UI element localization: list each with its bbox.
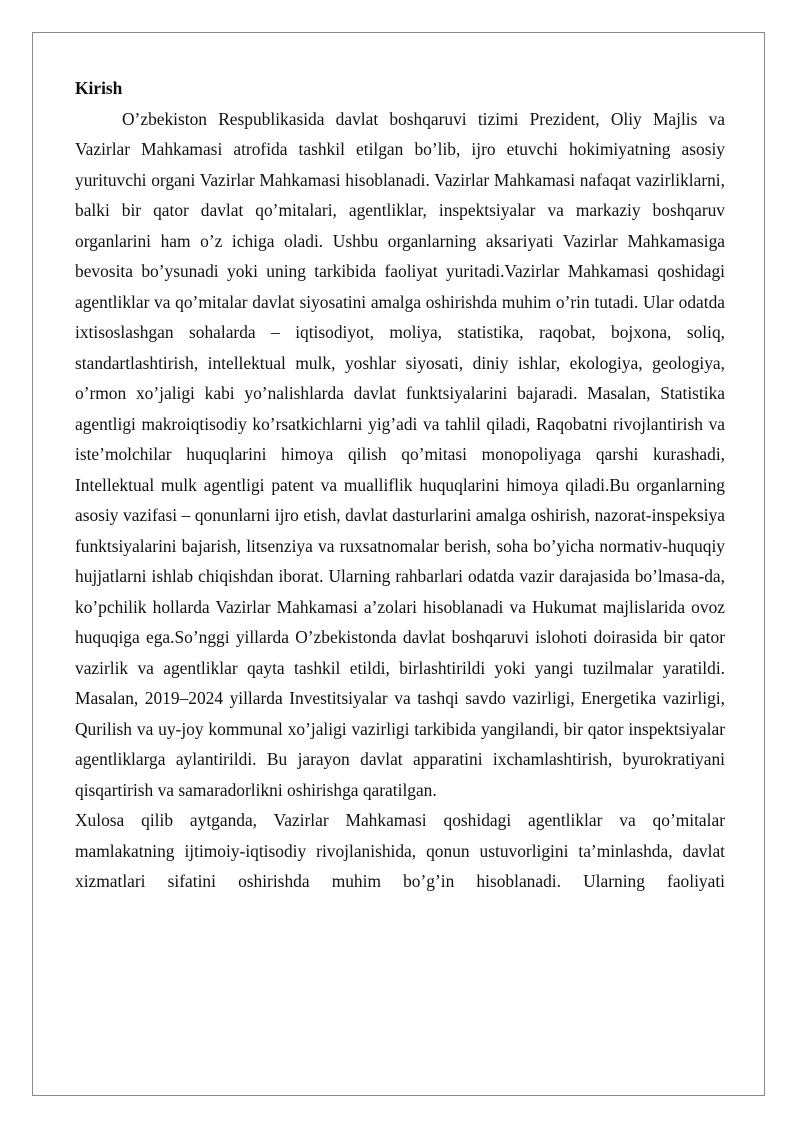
intro-paragraph: O’zbekiston Respublikasida davlat boshqaruvi tizimi Prezident, Oliy Majlis va Vazirlar Mahkamasi atrofida tashkil etilgan bo’lib, ijro etuvchi hokimiyatning asosiy yurituvchi organi Vazirlar Mahkamasi hisoblanadi. Vazirlar Mahkamasi nafaqat vazirliklarni, balki bir qator davlat qo’mitalari, agentliklar, inspektsiyalar va markaziy boshqaruv organlarini ham o’z ichiga oladi. Ushbu organlarning aksariyati Vazirlar Mahkamasiga bevosita bo’ysunadi yoki uning tarkibida faoliyat yuritadi.Vazirlar Mahkamasi qoshidagi agentliklar va qo’mitalar davlat siyosatini amalga oshirishda muhim o’rin tutadi. Ular odatda ixtisoslashgan sohalarda – iqtisodiyot, moliya, statistika, raqobat, bojxona, soliq, standartlashtirish, intellektual mulk, yoshlar siyosati, diniy ishlar, ekologiya, geologiya, o’rmon xo’jaligi kabi yo’nalishlarda davlat funktsiyalarini bajaradi. Masalan, Statistika agentligi makroiqtisodiy ko’rsatkichlarni yig’adi va tahlil qiladi, Raqobatni rivojlantirish va iste’molchilar huquqlarini himoya qilish qo’mitasi monopoliyaga qarshi kurashadi, Intellektual mulk agentligi patent va mualliflik huquqlarini himoya qiladi.Bu organlarning asosiy vazifasi – qonunlarni ijro etish, davlat dasturlarini amalga oshirish, nazorat-inspeksiya funktsiyalarini bajarish, litsenziya va ruxsatnomalar berish, soha bo’yicha normativ-huquqiy hujjatlarni ishlab chiqishdan iborat. Ularning rahbarlari odatda vazir darajasida bo’lmasa-da, ko’pchilik hollarda Vazirlar Mahkamasi a’zolari hisoblanadi va Hukumat majlislarida ovoz huquqiga ega.So’nggi yillarda O’zbekistonda davlat boshqaruvi islohoti doirasida bir qator vazirlik va agentliklar qayta tashkil etildi, birlashtirildi yoki yangi tuzilmalar yaratildi. Masalan, 2019–2024 yillarda Investitsiyalar va tashqi savdo vazirligi, Energetika vazirligi, Qurilish va uy-joy kommunal xo’jaligi vazirligi tarkibida yangilandi, bir qator inspektsiyalar agentliklarga aylantirildi. Bu jarayon davlat apparatini ixchamlashtirish, byurokratiyani qisqartirish va samaradorlikni oshirishga qaratilgan. [75, 108, 725, 800]
conclusion-paragraph: Xulosa qilib aytganda, Vazirlar Mahkamasi qoshidagi agentliklar va qo’mitalar mamlakatning ijtimoiy-iqtisodiy rivojlanishida, qonun ustuvorligini ta’minlashda, davlat xizmatlari sifatini oshirishda muhim bo’g’in hisoblanadi. Ularning faoliyati [75, 810, 725, 891]
section-heading: Kirish [75, 78, 123, 98]
document-body [75, 73, 725, 897]
